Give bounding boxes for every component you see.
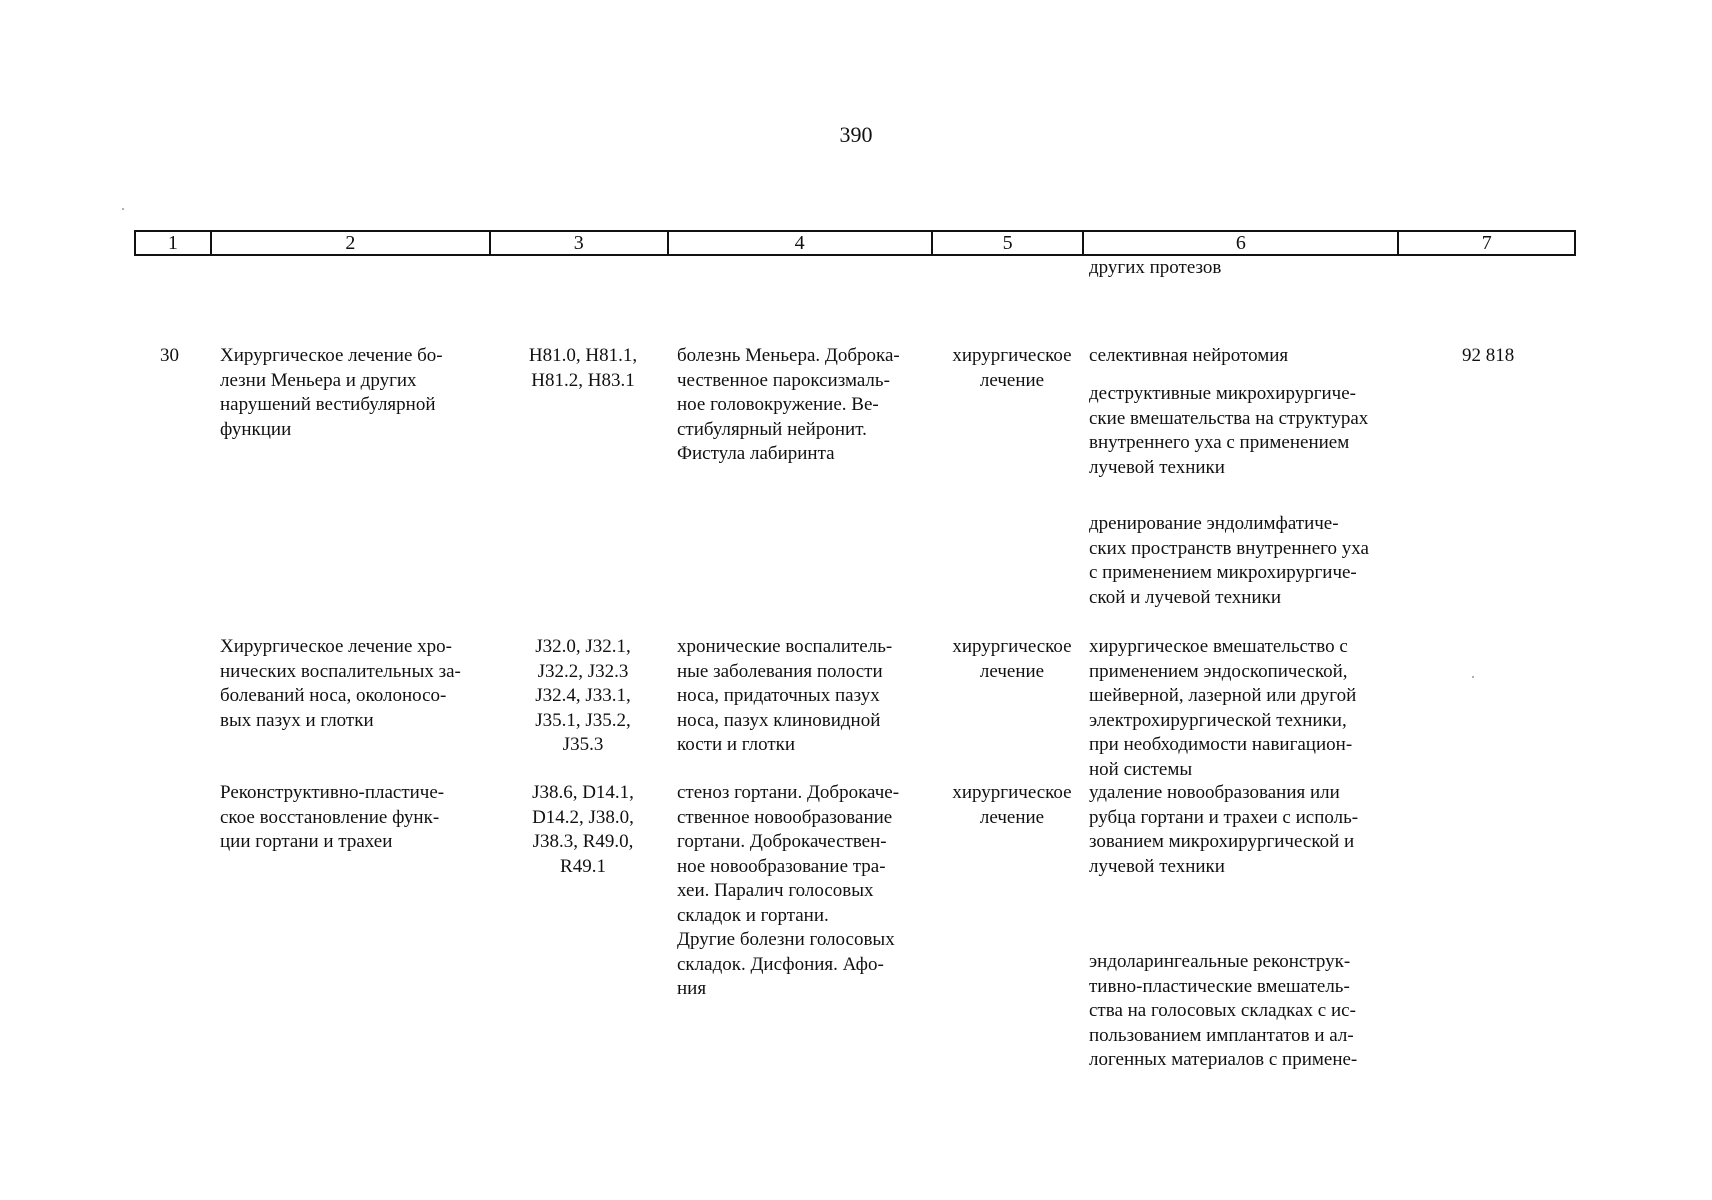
treatment-name: Хирургическое лечение бо- лезни Меньера и других нарушений вестибулярной функции	[220, 345, 443, 440]
method: селективная нейротомия	[1089, 345, 1289, 366]
patient-model: хронические воспалитель- ные заболевания полости носа, придаточных пазух носа, пазух клиновидной кости и глотки	[677, 636, 893, 755]
page-number: 390	[839, 122, 873, 147]
treatment-name: Хирургическое лечение хро- нических воспалительных за- болеваний носа, околоносо- вых пазух и глотки	[220, 636, 461, 731]
header-col-6: 6	[1084, 232, 1399, 254]
row-number: 30	[160, 345, 179, 366]
header-col-5: 5	[933, 232, 1085, 254]
method: дренирование эндолимфатиче- ских пространств внутреннего уха с применением микрохирургиче- ской и лучевой техники	[1089, 513, 1369, 608]
header-col-7: 7	[1481, 232, 1492, 254]
treatment-type: хирургическое лечение	[952, 636, 1072, 682]
header-col-2: 2	[212, 232, 491, 254]
icd-codes: J38.6, D14.1, D14.2, J38.0, J38.3, R49.0, R49.1	[532, 782, 634, 877]
cost-value: 92 818	[1462, 345, 1515, 366]
header-col-3: 3	[491, 232, 669, 254]
method: удаление новообразования или рубца гортани и трахеи с исполь- зованием микрохирургической и лучевой техники	[1089, 782, 1359, 877]
icd-codes: H81.0, H81.1, H81.2, H83.1	[528, 345, 638, 391]
icd-codes: J32.0, J32.1, J32.2, J32.3 J32.4, J33.1, J35.1, J35.2, J35.3	[535, 636, 631, 755]
header-col-4: 4	[669, 232, 933, 254]
scan-speck	[1472, 676, 1474, 678]
patient-model: стеноз гортани. Доброкаче- ственное новообразование гортани. Доброкачествен- ное новообразование тра- хеи. Паралич голосовых складок и гортани. Другие болезни голосовых складок. Дисфония. Афо- ния	[677, 782, 900, 999]
table-header-row	[134, 230, 1576, 256]
treatment-type: хирургическое лечение	[952, 345, 1072, 391]
method: хирургическое вмешательство с применением эндоскопической, шейверной, лазерной или другой электрохирургической техники, при необходимости навигацион- ной системы	[1089, 636, 1357, 780]
patient-model: болезнь Меньера. Доброка- чественное пароксизмаль- ное головокружение. Ве- стибулярный нейронит. Фистула лабиринта	[677, 345, 900, 464]
treatment-name: Реконструктивно-пластиче- ское восстановление функ- ции гортани и трахеи	[220, 782, 445, 852]
continuation-text: других протезов	[1089, 257, 1222, 278]
method: деструктивные микрохирургиче- ские вмешательства на структурах внутреннего уха с применением лучевой техники	[1089, 383, 1369, 478]
scan-speck	[122, 208, 124, 210]
method: эндоларингеальные реконструк- тивно-пластические вмешатель- ства на голосовых складках с ис- пользованием имплантатов и ал- логенных материалов с примене-	[1089, 951, 1358, 1070]
treatment-type: хирургическое лечение	[952, 782, 1072, 828]
header-col-1: 1	[136, 232, 212, 254]
